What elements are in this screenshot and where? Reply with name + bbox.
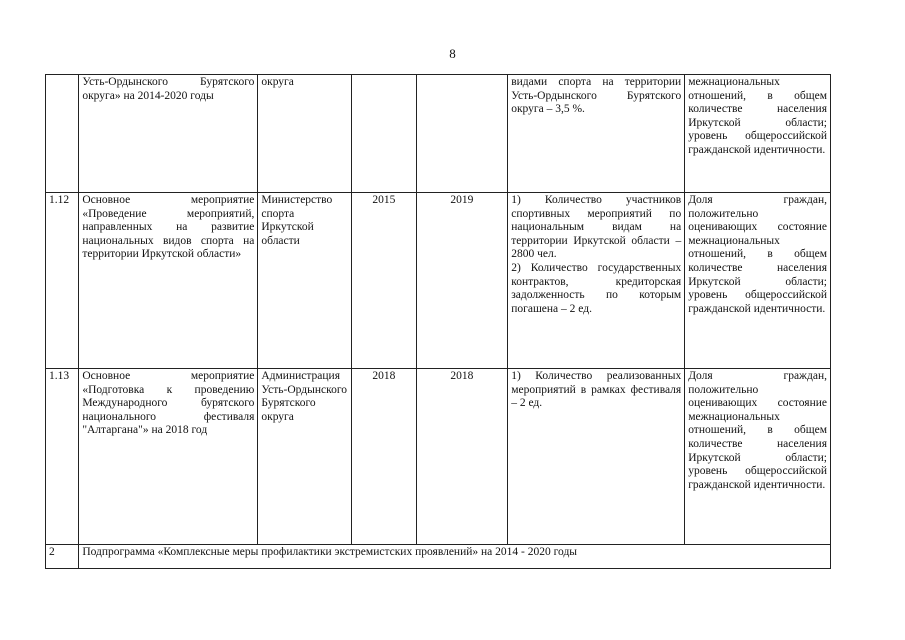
table-row [46, 193, 831, 369]
executor: Администрация Усть-Ордынского Бурятского округа [258, 369, 352, 545]
start-year: 2015 [352, 193, 417, 369]
subprogram-title: Подпрограмма «Комплексные меры профилактики экстремистских проявлений» на 2014 - 2020 годы [79, 545, 831, 569]
row-number: 2 [46, 545, 79, 569]
page-number: 8 [449, 46, 456, 61]
indicators: 1) Количество реализованных мероприятий в рамках фестиваля – 2 ед. [508, 369, 685, 545]
results: межнациональных отношений, в общем количестве населения Иркутской области; уровень общероссийской гражданской идентичности. [685, 75, 831, 193]
indicators: видами спорта на территории Усть-Ордынского Бурятского округа – 3,5 %. [508, 75, 685, 193]
table-row [46, 369, 831, 545]
executor: Министерство спорта Иркутской области [258, 193, 352, 369]
activities-table [45, 74, 831, 569]
activity-name: Основное мероприятие «Подготовка к проведению Международного бурятского национального фестиваля "Алтаргана"» на 2018 год [79, 369, 258, 545]
row-number [46, 75, 79, 193]
table-row [46, 75, 831, 193]
subprogram-row [46, 545, 831, 569]
executor: округа [258, 75, 352, 193]
end-year: 2019 [416, 193, 508, 369]
activity-name: Основное мероприятие «Проведение мероприятий, направленных на развитие национальных видов спорта на территории Иркутской области» [79, 193, 258, 369]
row-number: 1.12 [46, 193, 79, 369]
row-number: 1.13 [46, 369, 79, 545]
results: Доля граждан, положительно оценивающих состояние межнациональных отношений, в общем количестве населения Иркутской области; уровень общероссийской гражданской идентичности. [685, 193, 831, 369]
start-year [352, 75, 417, 193]
start-year: 2018 [352, 369, 417, 545]
results: Доля граждан, положительно оценивающих состояние межнациональных отношений, в общем количестве населения Иркутской области; уровень общероссийской гражданской идентичности. [685, 369, 831, 545]
activity-name: Усть-Ордынского Бурятского округа» на 2014-2020 годы [79, 75, 258, 193]
end-year [416, 75, 508, 193]
indicators: 1) Количество участников спортивных мероприятий по национальным видам на территории Иркутской области – 2800 чел. 2) Количество государственных контрактов, кредиторская задолженность по которым погашена – 2 ед. [508, 193, 685, 369]
end-year: 2018 [416, 369, 508, 545]
